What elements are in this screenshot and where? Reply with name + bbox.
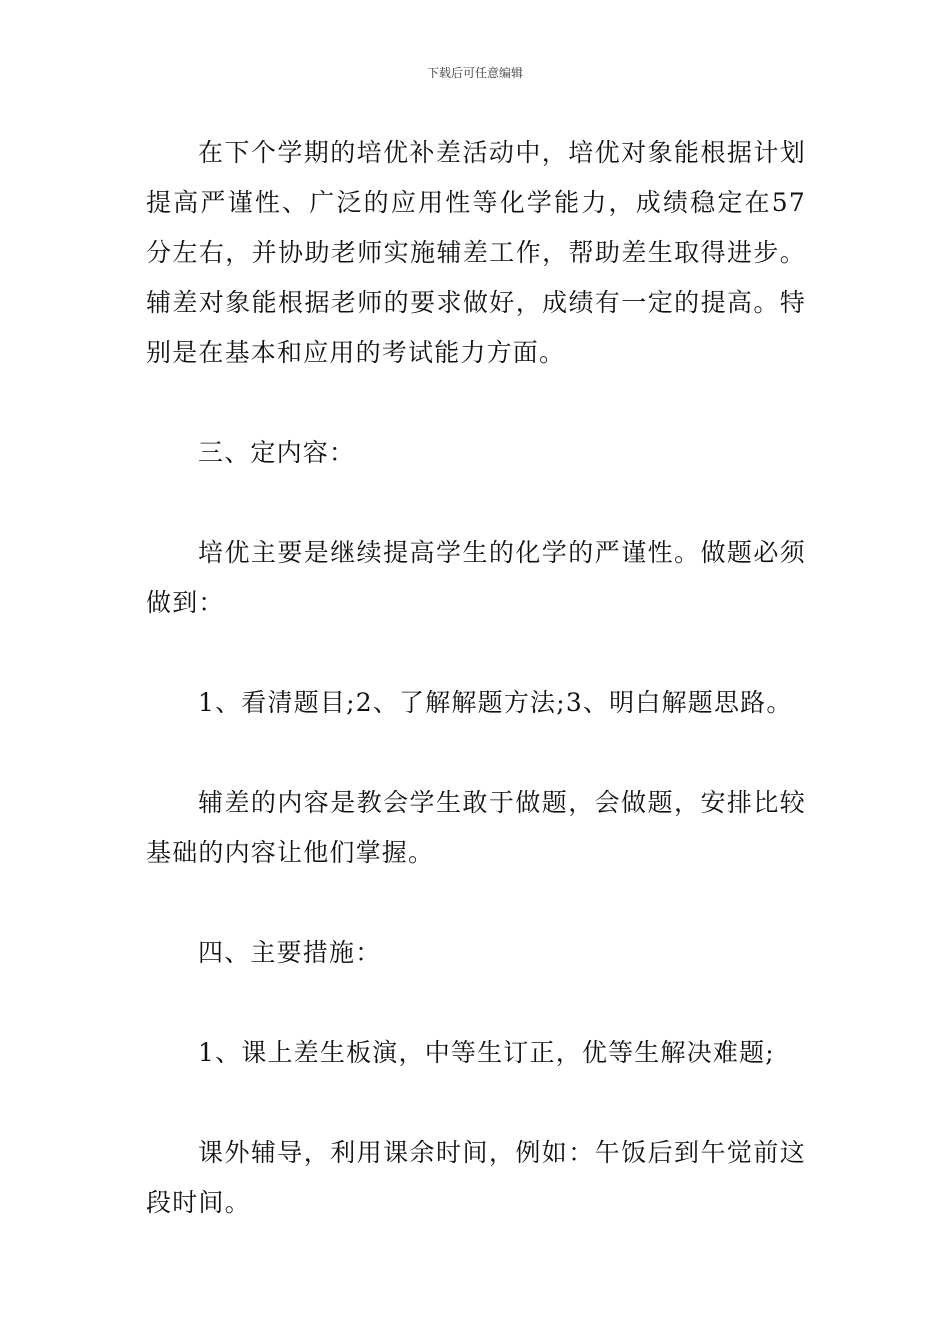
paragraph-advanced-content: 培优主要是继续提高学生的化学的严谨性。做题必须做到：	[146, 538, 806, 617]
page-header-note: 下载后可任意编辑	[426, 66, 523, 80]
section-heading-measures: 四、主要措施：	[198, 938, 382, 967]
paragraph-progress-goals: 在下个学期的培优补差活动中，培优对象能根据计划提高严谨性、广泛的应用性等化学能力，成绩稳定在57分左右，并协助老师实施辅差工作，帮助差生取得进步。辅差对象能根据老师的要求做好，成绩有一定的提高。特别是在基本和应用的考试能力方面。	[146, 138, 806, 367]
paragraph-classroom-measure: 1、课上差生板演，中等生订正，优等生解决难题;	[198, 1038, 775, 1067]
document-body	[146, 128, 806, 1228]
paragraph-extracurricular-measure: 课外辅导，利用课余时间，例如：午饭后到午觉前这段时间。	[146, 1138, 806, 1217]
paragraph-remedial-content: 辅差的内容是教会学生敢于做题，会做题，安排比较基础的内容让他们掌握。	[146, 788, 806, 867]
section-heading-content: 三、定内容：	[198, 438, 356, 467]
paragraph-problem-steps: 1、看清题目;2、了解解题方法;3、明白解题思路。	[198, 688, 793, 717]
